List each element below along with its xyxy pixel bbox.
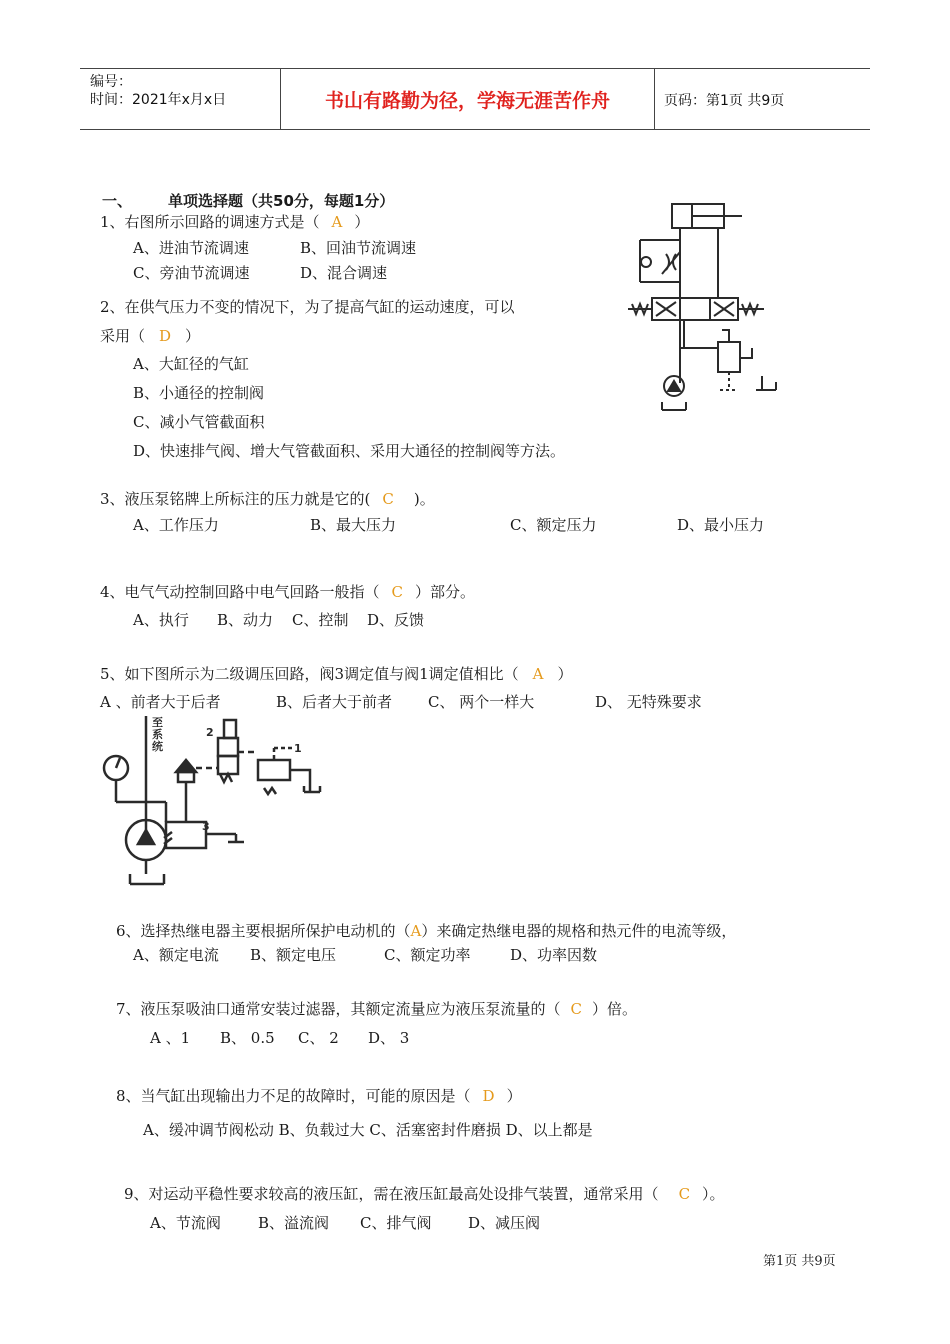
doc-number-label: 编号：: [90, 74, 132, 90]
option-d: D、 3: [368, 1029, 410, 1047]
option-d: D、混合调速: [300, 264, 388, 282]
answer-mark: C: [570, 1000, 583, 1018]
question-2-stem: [100, 325, 200, 346]
figure-label-valve-1: 1: [294, 742, 302, 755]
stem-text: ）倍。: [592, 1000, 638, 1018]
option-a: A、节流阀: [150, 1214, 221, 1232]
answer-mark: D: [159, 327, 172, 345]
stem-text: ）: [185, 327, 201, 345]
question-4-stem: [100, 581, 475, 602]
question-7-stem: [116, 998, 637, 1019]
option-a: A、额定电流: [133, 946, 219, 964]
answer-mark: A: [532, 665, 544, 683]
stem-text: ）。: [702, 1185, 725, 1203]
stem-text: ）: [354, 213, 370, 231]
stem-text: ）: [557, 665, 573, 683]
option-b: B、 0.5: [220, 1029, 275, 1047]
option-c: C、额定功率: [384, 946, 471, 964]
doc-date-label: 时间：2021年x月x日: [90, 92, 227, 108]
stem-text: 6、选择热继电器主要根据所保护电动机的（: [116, 922, 411, 940]
option-b: B、额定电压: [250, 946, 337, 964]
figure-label-valve-2: 2: [206, 726, 214, 739]
section-title: 单项选择题（共50分，每题1分）: [168, 192, 395, 210]
speed-control-circuit-figure: [622, 198, 792, 413]
answer-mark: A: [410, 922, 422, 940]
option-d: D、反馈: [367, 611, 425, 629]
option-a: A、执行: [133, 611, 189, 629]
option-c: C、减小气管截面积: [133, 413, 265, 431]
header-motto: 书山有路勤为径，学海无涯苦作舟: [324, 90, 610, 112]
stem-text: ）: [506, 1087, 522, 1105]
question-6-stem: [116, 920, 736, 941]
option-b: B、回油节流调速: [300, 239, 417, 257]
stem-text: 4、电气气动控制回路中电气回路一般指（: [100, 583, 380, 601]
section-number: 一、: [102, 192, 133, 210]
header-left-cell: [80, 69, 281, 129]
stem-text: ）部分。: [415, 583, 476, 601]
question-9-stem: [124, 1183, 725, 1204]
option-c: C、 2: [298, 1029, 339, 1047]
answer-mark: A: [331, 213, 343, 231]
pressure-circuit-figure: [98, 712, 360, 888]
option-a: A、大缸径的气缸: [133, 355, 249, 373]
answer-mark: C: [678, 1185, 691, 1203]
option-d: D、减压阀: [468, 1214, 541, 1232]
answer-mark: C: [382, 490, 394, 508]
option-d: D、功率因数: [510, 946, 598, 964]
header-right-cell: [655, 69, 870, 129]
question-3-stem: [100, 488, 435, 509]
question-8-options: A、缓冲调节阀松动 B、负载过大 C、活塞密封件磨损 D、以上都是: [143, 1121, 593, 1139]
option-d: D、 无特殊要求: [595, 693, 702, 711]
option-b: B、溢流阀: [258, 1214, 330, 1232]
answer-mark: C: [391, 583, 404, 601]
option-b: B、后者大于前者: [276, 693, 393, 711]
answer-mark: D: [482, 1087, 495, 1105]
option-c: C、额定压力: [510, 516, 597, 534]
question-1-stem: [100, 211, 369, 232]
question-5-stem: [100, 663, 573, 684]
option-a: A 、前者大于后者: [100, 693, 221, 711]
stem-text: )。: [413, 490, 435, 508]
page-header: [80, 68, 870, 130]
option-d: D、快速排气阀、增大气管截面积、采用大通径的控制阀等方法。: [133, 442, 566, 460]
header-page-label: 页码：第1页 共9页: [664, 93, 785, 109]
figure-label-unify: 统: [152, 740, 163, 753]
stem-text: 5、如下图所示为二级调压回路，阀3调定值与阀1调定值相比（: [100, 665, 519, 683]
question-2-stem-line1: 2、在供气压力不变的情况下，为了提高气缸的运动速度，可以: [100, 298, 515, 316]
option-b: B、最大压力: [310, 516, 397, 534]
stem-text: 采用（: [100, 327, 146, 345]
question-8-stem: [116, 1085, 522, 1106]
option-b: B、小通径的控制阀: [133, 384, 265, 402]
option-c: C、旁油节流调速: [133, 264, 250, 282]
stem-text: 1、右图所示回路的调速方式是（: [100, 213, 320, 231]
option-a: A、进油节流调速: [133, 239, 249, 257]
option-d: D、最小压力: [677, 516, 765, 534]
stem-text: 7、液压泵吸油口通常安装过滤器，其额定流量应为液压泵流量的（: [116, 1000, 561, 1018]
stem-text: ）来确定热继电器的规格和热元件的电流等级，: [421, 922, 737, 940]
figure-label-to: 至: [152, 716, 163, 729]
figure-label-valve-3: 3: [202, 820, 210, 833]
option-a: A 、1: [150, 1029, 191, 1047]
stem-text: 9、对运动平稳性要求较高的液压缸，需在液压缸最高处设排气装置，通常采用（: [124, 1185, 659, 1203]
option-c: C、控制: [292, 611, 349, 629]
header-center-cell: [281, 69, 655, 129]
figure-label-system: 系: [152, 728, 163, 741]
option-b: B、动力: [217, 611, 274, 629]
stem-text: 3、液压泵铭牌上所标注的压力就是它的(: [100, 490, 371, 508]
option-a: A、工作压力: [133, 516, 219, 534]
page-footer: 第1页 共9页: [763, 1254, 836, 1269]
option-c: C、排气阀: [360, 1214, 432, 1232]
stem-text: 8、当气缸出现输出力不足的故障时，可能的原因是（: [116, 1087, 471, 1105]
option-c: C、 两个一样大: [428, 693, 535, 711]
